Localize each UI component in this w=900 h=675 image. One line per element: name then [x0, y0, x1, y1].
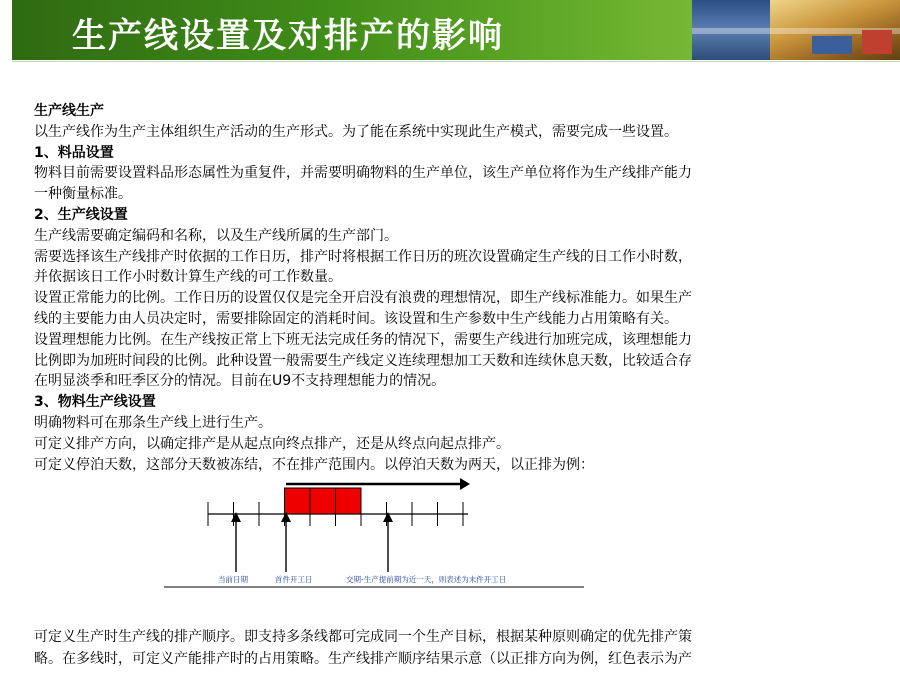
paragraph-line: 可定义生产时生产线的排产顺序。即支持多条线都可完成同一个生产目标，根据某种原则确定的优先排产策	[34, 629, 692, 645]
paragraph-line: 设置正常能力的比例。工作日历的设置仅仅是完全开启没有浪费的理想情况，即生产线标准能力。如果生产	[34, 290, 692, 307]
paragraph-line: 明确物料可在那条生产线上进行生产。	[34, 414, 272, 431]
paragraph-line: 可定义排产方向，以确定排产是从起点向终点排产，还是从终点向起点排产。	[34, 435, 510, 452]
body-text	[34, 101, 864, 475]
section-heading: 生产线生产	[34, 103, 104, 119]
header-banner	[12, 0, 900, 60]
page-title: 生产线设置及对排产的影响	[72, 16, 504, 56]
scheduling-diagram	[160, 474, 600, 594]
paragraph-line: 设置理想能力比例。在生产线按正常上下班无法完成任务的情况下，需要生产线进行加班完成，该理想能力	[34, 331, 692, 348]
paragraph-line: 物料目前需要设置料品形态属性为重复件，并需要明确物料的生产单位，该生产单位将作为生产线排产能力	[34, 165, 692, 182]
header-photo	[692, 0, 900, 60]
frozen-day-box	[285, 488, 311, 514]
paragraph-line: 并依据该日工作小时数计算生产线的可工作数量。	[34, 269, 342, 286]
paragraph-line: 可定义停泊天数，这部分天数被冻结，不在排产范围内。以停泊天数为两天，以正排为例：	[34, 456, 594, 473]
paragraph-line: 需要选择该生产线排产时依据的工作日历，排产时将根据工作日历的班次设置确定生产线的日工作小时数，	[34, 248, 692, 265]
section-heading: 3、物料生产线设置	[34, 394, 156, 411]
paragraph-line: 生产线需要确定编码和名称，以及生产线所属的生产部门。	[34, 227, 398, 244]
paragraph-line: 略。在多线时，可定义产能排产时的占用策略。生产线排产顺序结果示意（以正排方向为例，红色表示为产	[34, 651, 692, 667]
section-heading: 1、料品设置	[34, 144, 114, 161]
header-divider	[12, 61, 900, 62]
direction-arrowhead	[460, 478, 470, 490]
paragraph-line: 一种衡量标准。	[34, 186, 132, 203]
frozen-day-box	[310, 488, 336, 514]
paragraph-line: 以生产线作为生产主体组织生产活动的生产形式。为了能在系统中实现此生产模式，需要完成一些设置。	[34, 123, 678, 140]
section-heading: 2、生产线设置	[34, 206, 128, 223]
due-date-label: 交期-生产提前期为近一天，则表述为末件开工日	[346, 575, 507, 584]
bottom-text	[34, 626, 864, 670]
frozen-days	[285, 488, 362, 514]
paragraph-line: 比例即为加班时间段的比例。此种设置一般需要生产线定义连续理想加工天数和连续休息天数，比较适合存	[34, 352, 692, 369]
current-date-label: 当前日期	[218, 575, 248, 584]
frozen-day-box	[336, 488, 362, 514]
paragraph-line: 线的主要能力由人员决定时，需要排除固定的消耗时间。该设置和生产参数中生产线能力占用策略有关。	[34, 310, 678, 327]
start-date-label: 首件开工日	[275, 575, 313, 584]
paragraph-line: 在明显淡季和旺季区分的情况。目前在U9不支持理想能力的情况。	[34, 373, 446, 390]
